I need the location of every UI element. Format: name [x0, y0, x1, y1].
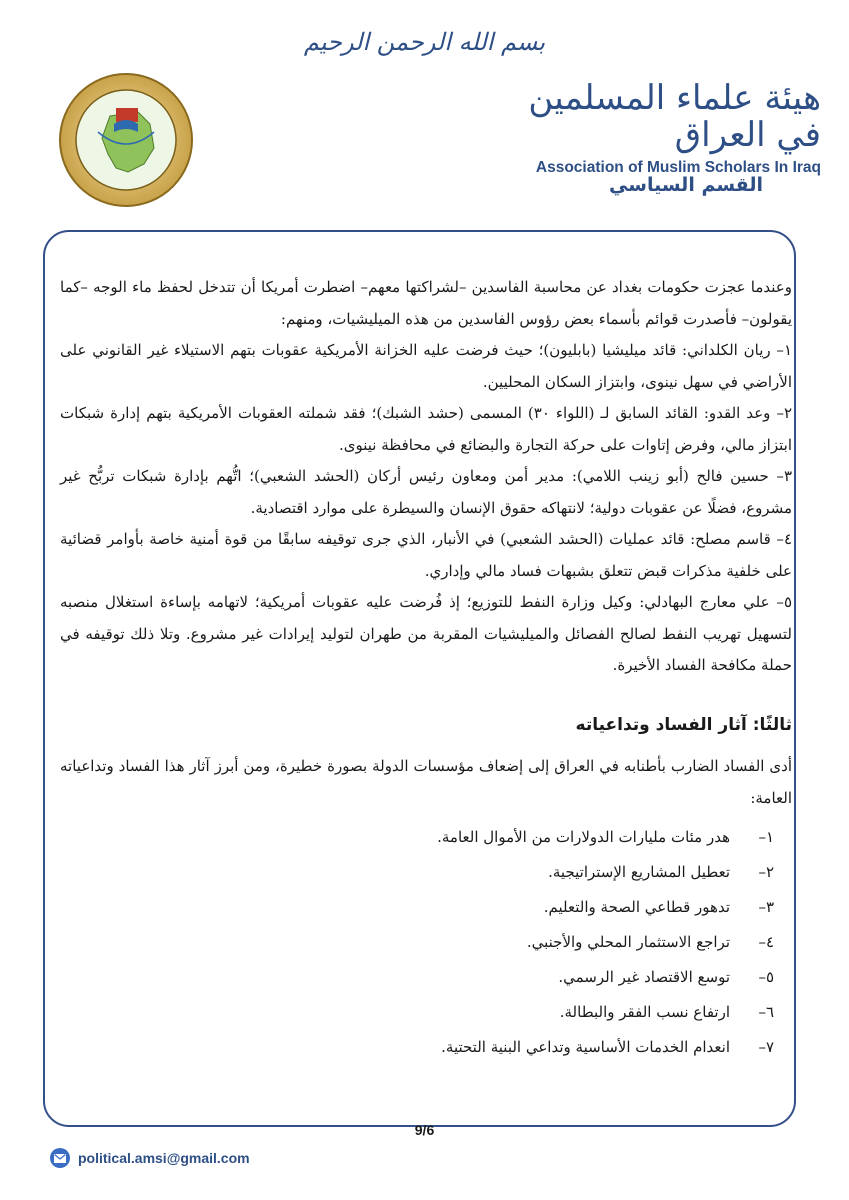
list-item: ٢– وعد القدو: القائد السابق لـ (اللواء ٣٠) المسمى (حشد الشبك)؛ فقد شملته العقوبات الأمريكية بتهم إدارة شبكات ابتزاز مالي، وفرض إتاوات على حركة التجارة والبضائع في محافظة نينوى. — [60, 404, 793, 454]
effects-list — [60, 820, 792, 1065]
effect-text: توسع الاقتصاد غير الرسمي. — [558, 968, 730, 986]
effect-item — [60, 855, 792, 890]
effect-text: انعدام الخدمات الأساسية وتداعي البنية التحتية. — [441, 1038, 730, 1056]
list-item: ١– ريان الكلداني: قائد ميليشيا (بابليون)؛ حيث فرضت عليه الخزانة الأمريكية عقوبات بتهم الاستيلاء غير القانوني على الأراضي في سهل نينوى، وابتزاز السكان المحليين. — [60, 341, 792, 391]
effect-text: ارتفاع نسب الفقر والبطالة. — [559, 1003, 730, 1021]
effect-number: ٤– — [758, 933, 774, 951]
email-icon — [50, 1148, 70, 1168]
emblem-seal-icon — [58, 72, 194, 208]
effect-number: ٥– — [758, 968, 774, 986]
effect-text: تراجع الاستثمار المحلي والأجنبي. — [526, 933, 730, 951]
intro-paragraph: وعندما عجزت حكومات بغداد عن محاسبة الفاسدين –لشراكتها معهم– اضطرت أمريكا أن تتدخل لحفظ ماء الوجه –كما يقولون– فأصدرت قوائم بأسماء بعض رؤوس الفاسدين من هذه الميليشيات، ومنهم: — [60, 278, 792, 328]
document-body — [60, 272, 792, 1065]
effect-text: هدر مئات مليارات الدولارات من الأموال العامة. — [437, 828, 730, 846]
effect-number: ٦– — [758, 1003, 774, 1021]
effect-item — [60, 925, 792, 960]
effect-text: تعطيل المشاريع الإستراتيجية. — [548, 863, 730, 881]
footer-email[interactable] — [50, 1148, 250, 1168]
effect-item — [60, 890, 792, 925]
effect-item — [60, 960, 792, 995]
page-number: 9/6 — [414, 1122, 435, 1138]
email-address[interactable]: political.amsi@gmail.com — [78, 1150, 250, 1166]
list-item: ٣– حسين فالح (أبو زينب اللامي): مدير أمن ومعاون رئيس أركان (الحشد الشعبي)؛ اتُّهم بإدارة شبكات تربُّح غير مشروع، فضلًا عن عقوبات دولية؛ لانتهاكه حقوق الإنسان والسيطرة على موارد اقتصادية. — [60, 467, 792, 517]
section-intro: أدى الفساد الضارب بأطنابه في العراق إلى إضعاف مؤسسات الدولة بصورة خطيرة، ومن أبرز آثار هذا الفساد وتداعياته العامة: — [60, 757, 792, 807]
effect-text: تدهور قطاعي الصحة والتعليم. — [543, 898, 730, 916]
effect-number: ٣– — [758, 898, 774, 916]
org-name-arabic: هيئة علماء المسلمين في العراق — [528, 78, 821, 156]
list-item: ٥– علي معارج البهادلي: وكيل وزارة النفط للتوزيع؛ إذ فُرضت عليه عقوبات أمريكية؛ لاتهامه بإساءة استغلال منصبه لتسهيل تهريب النفط لصالح الفصائل والميليشيات المقربة من طهران لتوليد إيرادات غير مشروع. وتلا ذلك توقيفه في حملة مكافحة الفساد الأخيرة. — [60, 593, 792, 674]
effect-item — [60, 995, 792, 1030]
effect-item — [60, 820, 792, 855]
effect-number: ٧– — [758, 1038, 774, 1056]
bismillah-calligraphy: بسم الله الرحمن الرحيم — [303, 28, 546, 56]
list-item: ٤– قاسم مصلح: قائد عمليات (الحشد الشعبي) في الأنبار، الذي جرى توقيفه سابقًا من قوة أمنية خاصة بأوامر قضائية على خلفية مذكرات قبض تتعلق بشبهات فساد مالي وإداري. — [60, 530, 792, 580]
department-title: القسم السياسي — [609, 174, 763, 196]
effect-number: ١– — [758, 828, 774, 846]
effect-number: ٢– — [758, 863, 774, 881]
effect-item — [60, 1030, 792, 1065]
org-name-english: Association of Muslim Scholars In Iraq — [535, 158, 821, 176]
section-heading: ثالثًا: آثار الفساد وتداعياته — [575, 714, 792, 735]
